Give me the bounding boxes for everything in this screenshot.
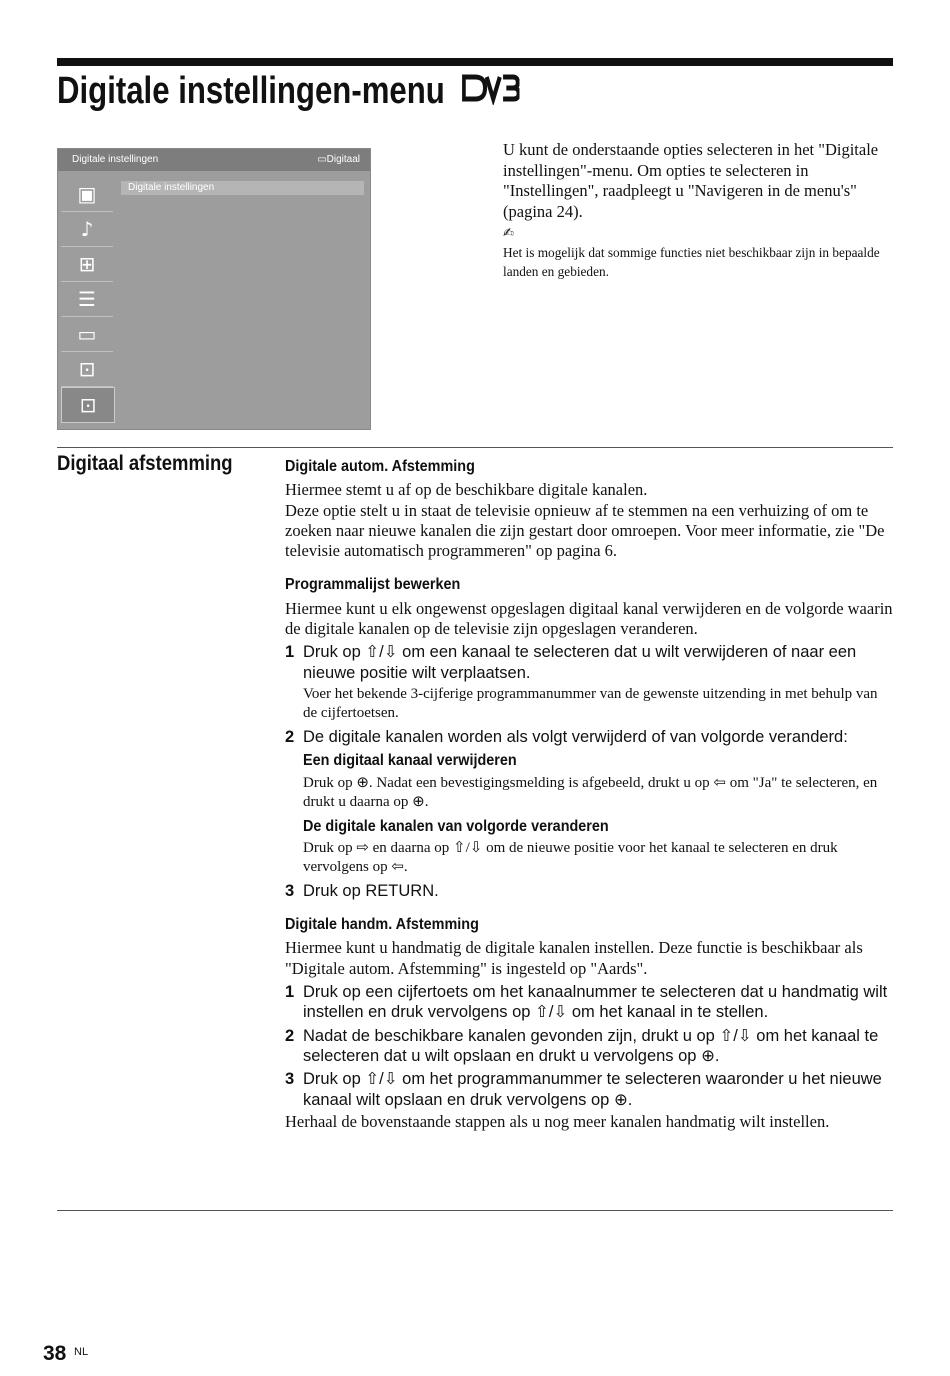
- delete-channel-heading: Een digitaal kanaal verwijderen: [303, 752, 517, 770]
- top-rule: [57, 58, 893, 66]
- picture-icon: ▣: [61, 177, 113, 212]
- screenshot-header-title: Digitale instellingen: [72, 154, 159, 165]
- auto-p1: Hiermee stemt u af op de beschikbare digitale kanalen.: [285, 480, 648, 500]
- manual-p2: Herhaal de bovenstaande stappen als u nog meer kanalen handmatig wilt instellen.: [285, 1111, 830, 1131]
- manual-heading: Digitale handm. Afstemming: [285, 916, 479, 934]
- delete-channel-text: Druk op ⊕. Nadat een bevestigingsmelding is afgebeeld, drukt u op ⇦ om "Ja" te selecteren, en drukt u daarna op ⊕.: [303, 774, 878, 811]
- screenshot-header: [58, 149, 370, 171]
- page-title: [57, 70, 519, 115]
- note-icon: ✍: [503, 226, 514, 241]
- screenshot-header-mode: ▭Digitaal: [317, 154, 360, 165]
- screenshot-icon-column: [58, 177, 116, 423]
- pc-icon: ▭: [61, 317, 113, 352]
- edit-step-1-note: Voer het bekende 3-cijferige programmanummer van de gewenste uitzending in met behulp van de cijfertoetsen.: [303, 685, 878, 722]
- manual-p1: Hiermee kunt u handmatig de digitale kanalen instellen. Deze functie is beschikbaar als "Digitale autom. Afstemming" is ingesteld op "Aards".: [285, 938, 863, 978]
- setup-icon: ☰: [61, 282, 113, 317]
- features-icon: ⊞: [61, 247, 113, 282]
- intro-text: U kunt de onderstaande opties selecteren in het "Digitale instellingen"-menu. Om opties te selecteren in "Instellingen", raadpleegt u "Navigeren in de menu's" (pagina 24).: [503, 140, 879, 221]
- dvb-logo: [462, 71, 519, 115]
- analog-setup-icon: ⊡: [61, 352, 113, 387]
- screenshot-menu-item: Digitale instellingen: [121, 181, 364, 195]
- section-divider-top: [57, 447, 893, 448]
- menu-screenshot: [57, 148, 371, 430]
- manual-step-3: 3 Druk op ⇧/⇩ om het programmanummer te selecteren waaronder u het nieuwe kanaal wilt opslaan en druk vervolgens op ⊕.: [285, 1070, 882, 1109]
- page-title-text: Digitale instellingen-menu: [57, 70, 445, 112]
- edit-p1: Hiermee kunt u elk ongewenst opgeslagen digitaal kanal verwijderen en de volgorde waarin de digitale kanalen op de televisie zijn opgeslagen veranderen.: [285, 598, 893, 639]
- edit-step-2: 2 De digitale kanalen worden als volgt verwijderd of van volgorde veranderd:: [285, 727, 848, 746]
- section-divider-bottom: [57, 1210, 893, 1211]
- auto-p2: Deze optie stelt u in staat de televisie opnieuw af te stemmen na een verhuizing of om te zoeken naar nieuwe kanalen die zijn gestart door omroepen. Voor meer informatie, zie "De televisie automatisch programmeren" op pagina 6.: [285, 500, 885, 561]
- section-title: Digitaal afstemming: [57, 452, 233, 475]
- page-language: NL: [74, 1346, 89, 1358]
- page-number: 38: [43, 1342, 67, 1365]
- auto-heading: Digitale autom. Afstemming: [285, 458, 475, 475]
- edit-step-1: 1 Druk op ⇧/⇩ om een kanaal te selecteren dat u wilt verwijderen of naar een nieuwe positie wilt verplaatsen.: [285, 643, 857, 682]
- digital-setup-icon: ⊡: [61, 387, 115, 423]
- edit-step-3: 3 Druk op RETURN.: [285, 881, 439, 900]
- reorder-channel-text: Druk op ⇨ en daarna op ⇧/⇩ om de nieuwe positie voor het kanaal te selecteren en druk vervolgens op ⇦.: [303, 839, 838, 876]
- reorder-channel-heading: De digitale kanalen van volgorde veranderen: [303, 817, 609, 835]
- manual-step-1: 1 Druk op een cijfertoets om het kanaalnummer te selecteren dat u handmatig wilt instellen en druk vervolgens op ⇧/⇩ om het kanaal in te stellen.: [285, 983, 888, 1022]
- edit-heading: Programmalijst bewerken: [285, 576, 461, 594]
- section-content: [285, 457, 895, 1132]
- sound-icon: ♪: [61, 212, 113, 247]
- note-text: Het is mogelijk dat sommige functies niet beschikbaar zijn in bepaalde landen en gebieden.: [503, 245, 880, 279]
- manual-step-2: 2 Nadat de beschikbare kanalen gevonden zijn, drukt u op ⇧/⇩ om het kanaal te selecteren dat u wilt opslaan en drukt u vervolgens op ⊕.: [285, 1026, 879, 1065]
